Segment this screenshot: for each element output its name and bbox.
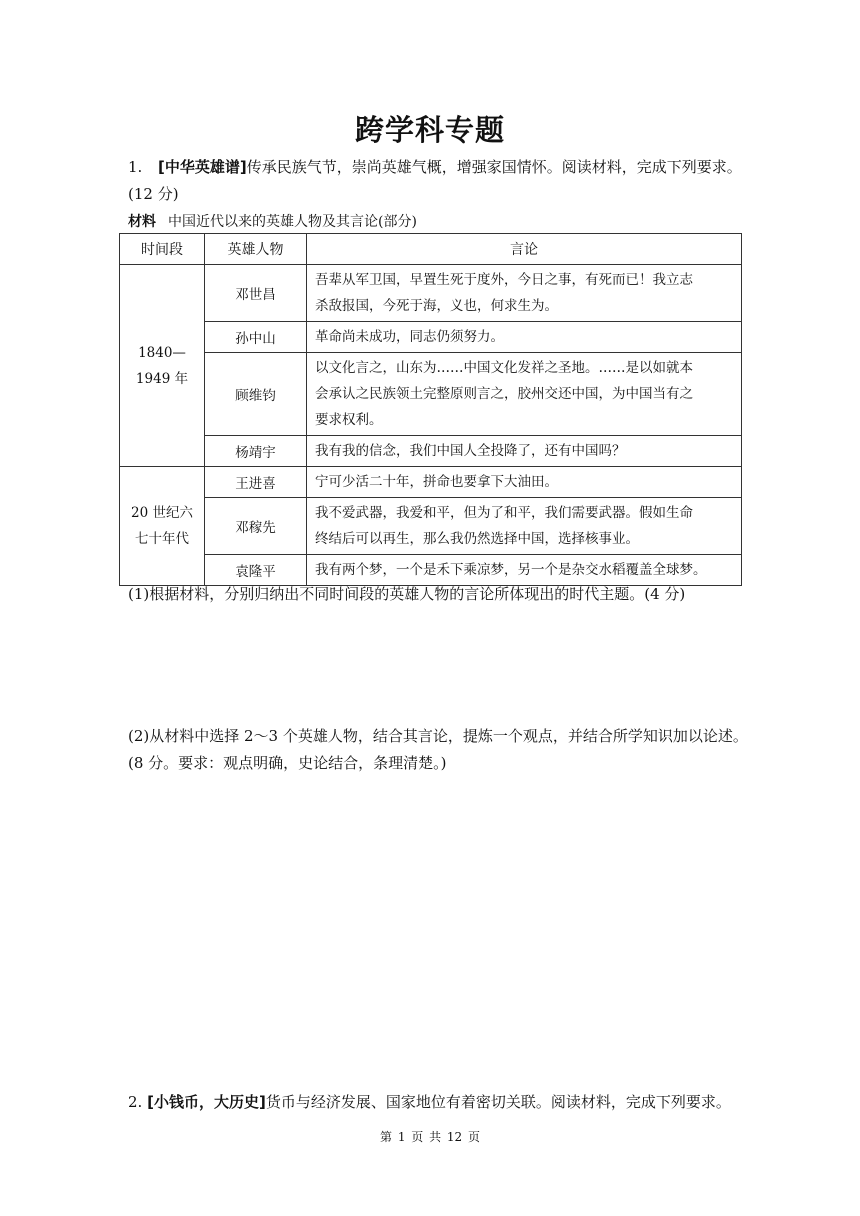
period-cell (120, 265, 205, 467)
question-2-tag: [小钱币，大历史] (147, 1093, 266, 1111)
hero-name: 王进喜 (205, 467, 307, 498)
quote-line: 终结后可以再生，那么我仍然选择中国，选择核事业。 (315, 531, 639, 547)
material-label: 材料 (128, 214, 156, 230)
hero-quote (307, 467, 742, 498)
material-caption-row (128, 211, 417, 231)
sub-question-2-line-1: (2)从材料中选择 2～3 个英雄人物，结合其言论，提炼一个观点，并结合所学知识加以论述。 (128, 727, 748, 745)
quote-line: 会承认之民族领土完整原则言之，胶州交还中国，为中国当有之 (315, 386, 693, 402)
quote-line: 我有我的信念，我们中国人全投降了，还有中国吗？ (315, 443, 626, 459)
hero-quote (307, 265, 742, 322)
question-1-text: 传承民族气节，崇尚英雄气概，增强家国情怀。阅读材料，完成下列要求。 (246, 158, 742, 176)
table-row (120, 322, 742, 353)
question-1-stem (128, 156, 742, 177)
period-cell (120, 467, 205, 586)
table-row (120, 498, 742, 555)
table-row (120, 353, 742, 436)
hero-name: 孙中山 (205, 322, 307, 353)
quote-line: 宁可少活二十年，拼命也要拿下大油田。 (315, 474, 558, 490)
question-1-tag: [中华英雄谱] (158, 158, 247, 176)
table-row (120, 555, 742, 586)
period-text: 20 世纪六 (131, 505, 193, 521)
header-period: 时间段 (120, 234, 205, 265)
hero-name: 邓世昌 (205, 265, 307, 322)
material-caption: 中国近代以来的英雄人物及其言论(部分) (168, 214, 417, 230)
hero-quote (307, 436, 742, 467)
hero-quote (307, 322, 742, 353)
header-hero: 英雄人物 (205, 234, 307, 265)
quote-line: 要求权利。 (315, 412, 383, 428)
question-2-stem (128, 1091, 731, 1112)
sub-question-1: (1)根据材料，分别归纳出不同时间段的英雄人物的言论所体现出的时代主题。(4 分) (128, 585, 686, 603)
question-1-number: 1. (128, 158, 143, 176)
quote-line: 杀敌报国，今死于海，义也，何求生为。 (315, 298, 558, 314)
hero-name: 顾维钧 (205, 353, 307, 436)
period-text: 1949 年 (135, 370, 189, 387)
table-row (120, 436, 742, 467)
page-footer: 第 1 页 共 12 页 (380, 1130, 480, 1144)
hero-name: 邓稼先 (205, 498, 307, 555)
hero-quote (307, 353, 742, 436)
hero-name: 杨靖宇 (205, 436, 307, 467)
heroes-table (119, 233, 742, 586)
table-row (120, 467, 742, 498)
quote-line: 以文化言之，山东为……中国文化发祥之圣地。……是以如就本 (315, 360, 693, 376)
quote-line: 吾辈从军卫国，早置生死于度外，今日之事，有死而已！我立志 (315, 272, 693, 288)
question-2-text: 货币与经济发展、国家地位有着密切关联。阅读材料，完成下列要求。 (265, 1093, 731, 1111)
header-quote: 言论 (307, 234, 742, 265)
question-2-number: 2. (128, 1093, 143, 1111)
hero-name: 袁隆平 (205, 555, 307, 586)
sub-question-2-line-2: (8 分。要求：观点明确，史论结合，条理清楚。) (128, 754, 447, 772)
hero-quote (307, 498, 742, 555)
quote-line: 革命尚未成功，同志仍须努力。 (315, 329, 504, 345)
period-text: 七十年代 (135, 531, 189, 547)
quote-line: 我不爱武器，我爱和平，但为了和平，我们需要武器。假如生命 (315, 505, 693, 521)
table-header-row (120, 234, 742, 265)
question-1-points: (12 分) (128, 185, 179, 203)
table-row (120, 265, 742, 322)
hero-quote (307, 555, 742, 586)
quote-line: 我有两个梦，一个是禾下乘凉梦，另一个是杂交水稻覆盖全球梦。 (315, 562, 707, 578)
page-title: 跨学科专题 (354, 113, 505, 147)
period-text: 1840— (138, 344, 186, 361)
